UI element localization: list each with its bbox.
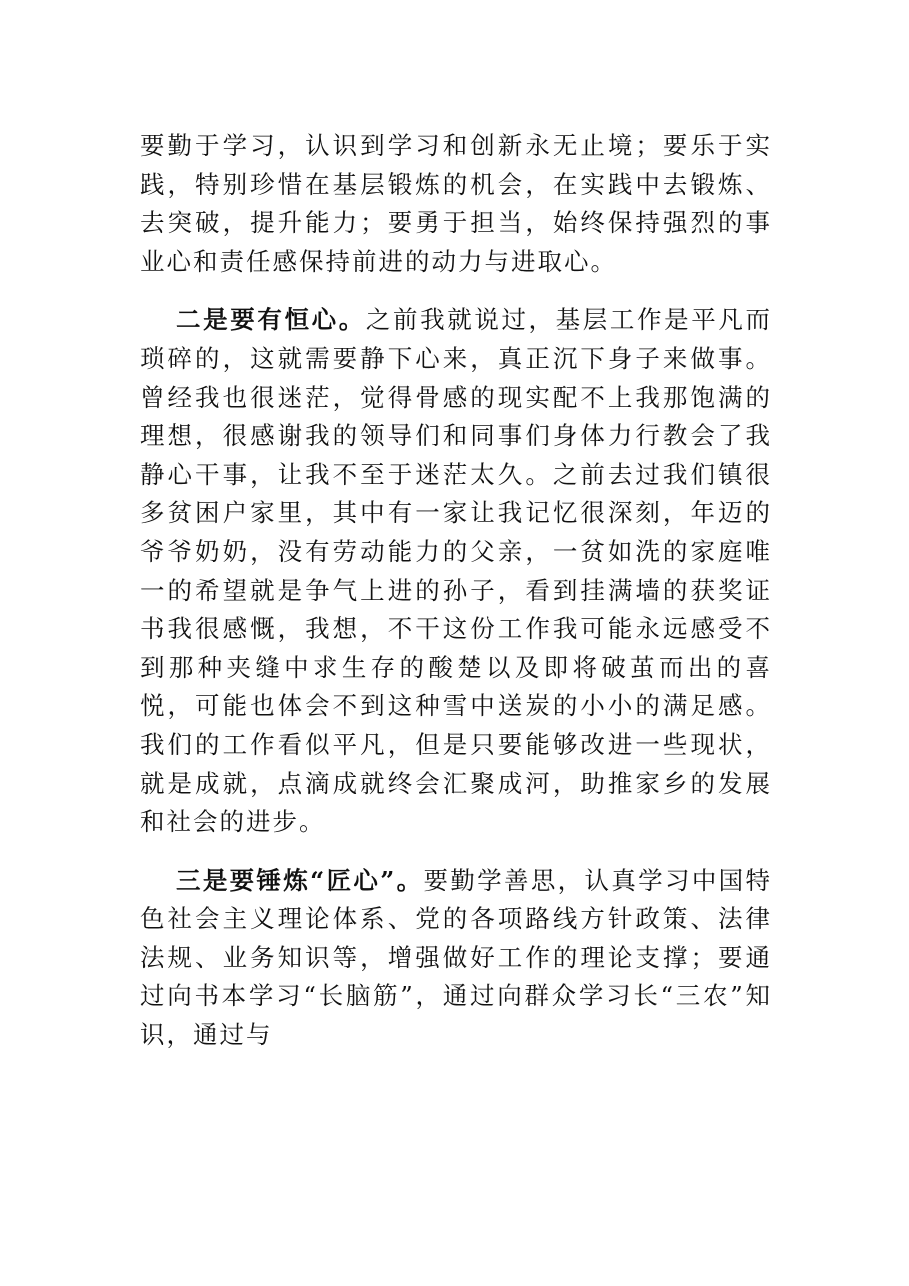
paragraph-heading: 三是要锤炼“匠心”。 — [176, 865, 424, 895]
paragraph-continuation — [140, 127, 772, 281]
paragraph-text: 之前我就说过，基层工作是平凡而琐碎的，这就需要静下心来，真正沉下身子来做事。曾经我也很迷茫，觉得骨感的现实配不上我那饱满的理想，很感谢我的领导们和同事们身体力行教会了我静心干事，让我不至于迷茫太久。之前去过我们镇很多贫困户家里，其中有一家让我记忆很深刻，年迈的爷爷奶奶，没有劳动能力的父亲，一贫如洗的家庭唯一的希望就是争气上进的孙子，看到挂满墙的获奖证书我很感慨，我想，不干这份工作我可能永远感受不到那种夹缝中求生存的酸楚以及即将破茧而出的喜悦，可能也体会不到这种雪中送炭的小小的满足感。我们的工作看似平凡，但是只要能够改进一些现状，就是成就，点滴成就终会汇聚成河，助推家乡的发展和社会的进步。 — [140, 305, 773, 837]
document-page — [140, 127, 772, 1055]
paragraph-text: 要勤学善思，认真学习中国特色社会主义理论体系、党的各项路线方针政策、法律法规、业务知识等，增强做好工作的理论支撑；要通过向书本学习“长脑筋”，通过向群众学习长“三农”知识，通过与 — [140, 865, 773, 1050]
paragraph-text: 要勤于学习，认识到学习和创新永无止境；要乐于实践，特别珍惜在基层锻炼的机会，在实践中去锻炼、去突破，提升能力；要勇于担当，始终保持强烈的事业心和责任感保持前进的动力与进取心。 — [140, 131, 772, 276]
paragraph-perseverance — [140, 301, 772, 841]
paragraph-heading: 二是要有恒心。 — [176, 305, 366, 335]
paragraph-craftsmanship — [140, 862, 772, 1055]
